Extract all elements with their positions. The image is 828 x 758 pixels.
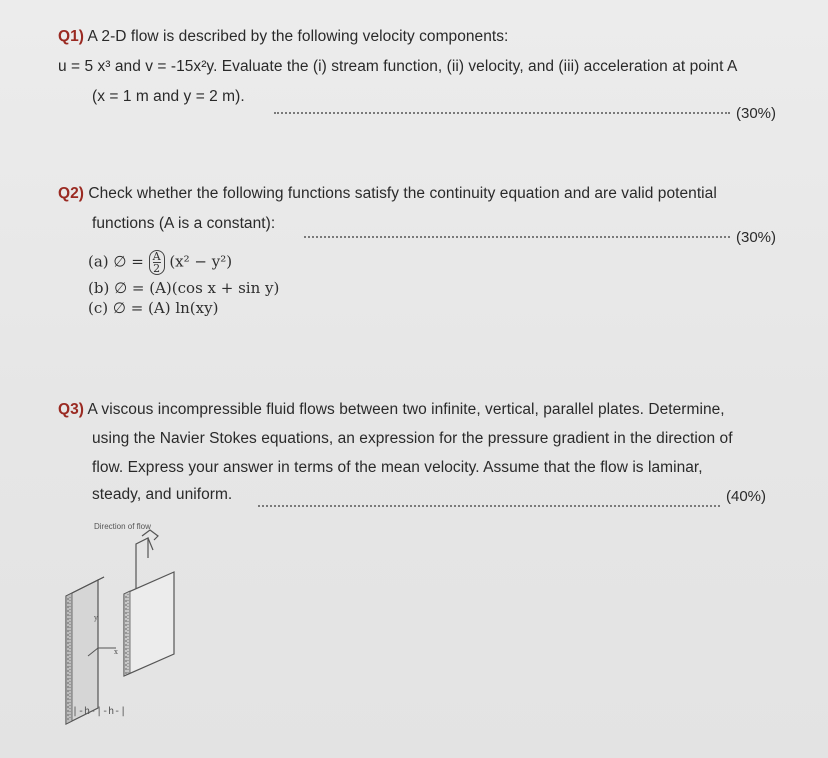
right-plate <box>124 572 174 676</box>
axis-x-label: x <box>114 648 118 656</box>
dimension-marks: |-h-|-h-| <box>72 706 127 717</box>
q1-percent: (30%) <box>736 105 777 122</box>
q2-a-frac-num: A <box>152 250 161 263</box>
q2-function-c: (c) ∅ = (A) ln(xy) <box>88 299 219 317</box>
q2-dotted-leader <box>304 236 730 238</box>
parallel-plates-figure <box>58 528 198 728</box>
q3-line3: flow. Express your answer in terms of the mean velocity. Assume that the flow is laminar, <box>92 459 703 476</box>
q1-line1 <box>58 28 508 46</box>
q3-number: Q3) <box>58 401 84 418</box>
q2-number: Q2) <box>58 185 84 202</box>
axis-y-label: y <box>94 614 98 622</box>
q2-a-suffix: (x² − y²) <box>164 252 233 271</box>
q1-line2: u = 5 x³ and v = -15x²y. Evaluate the (i) stream function, (ii) velocity, and (iii) acceleration at point A <box>58 58 738 75</box>
q1-number: Q1) <box>58 28 84 45</box>
q1-dotted-leader <box>274 112 730 114</box>
q2-line2: functions (A is a constant): <box>92 215 276 232</box>
q3-percent: (40%) <box>726 488 767 505</box>
q2-function-b: (b) ∅ = (A)(cos x + sin y) <box>88 279 280 297</box>
q2-a-fraction <box>149 250 165 275</box>
q2-line1 <box>58 185 717 203</box>
q3-line4: steady, and uniform. <box>92 486 233 503</box>
figure-caption: Direction of flow <box>94 522 151 531</box>
q2-text-1: Check whether the following functions satisfy the continuity equation and are valid potential <box>88 185 717 202</box>
q3-line1 <box>58 401 725 419</box>
q3-line2: using the Navier Stokes equations, an expression for the pressure gradient in the direction of <box>92 430 733 447</box>
q2-function-a <box>88 250 232 275</box>
q2-a-prefix: (a) ∅ = <box>88 252 149 271</box>
q2-a-frac-den: 2 <box>153 262 161 275</box>
q3-dotted-leader <box>258 505 720 507</box>
q2-percent: (30%) <box>736 229 777 246</box>
q1-line3: (x = 1 m and y = 2 m). <box>92 88 245 105</box>
q1-text-1: A 2-D flow is described by the following velocity components: <box>87 28 509 45</box>
q3-text-1: A viscous incompressible fluid flows between two infinite, vertical, parallel plates. Determine, <box>87 401 725 418</box>
